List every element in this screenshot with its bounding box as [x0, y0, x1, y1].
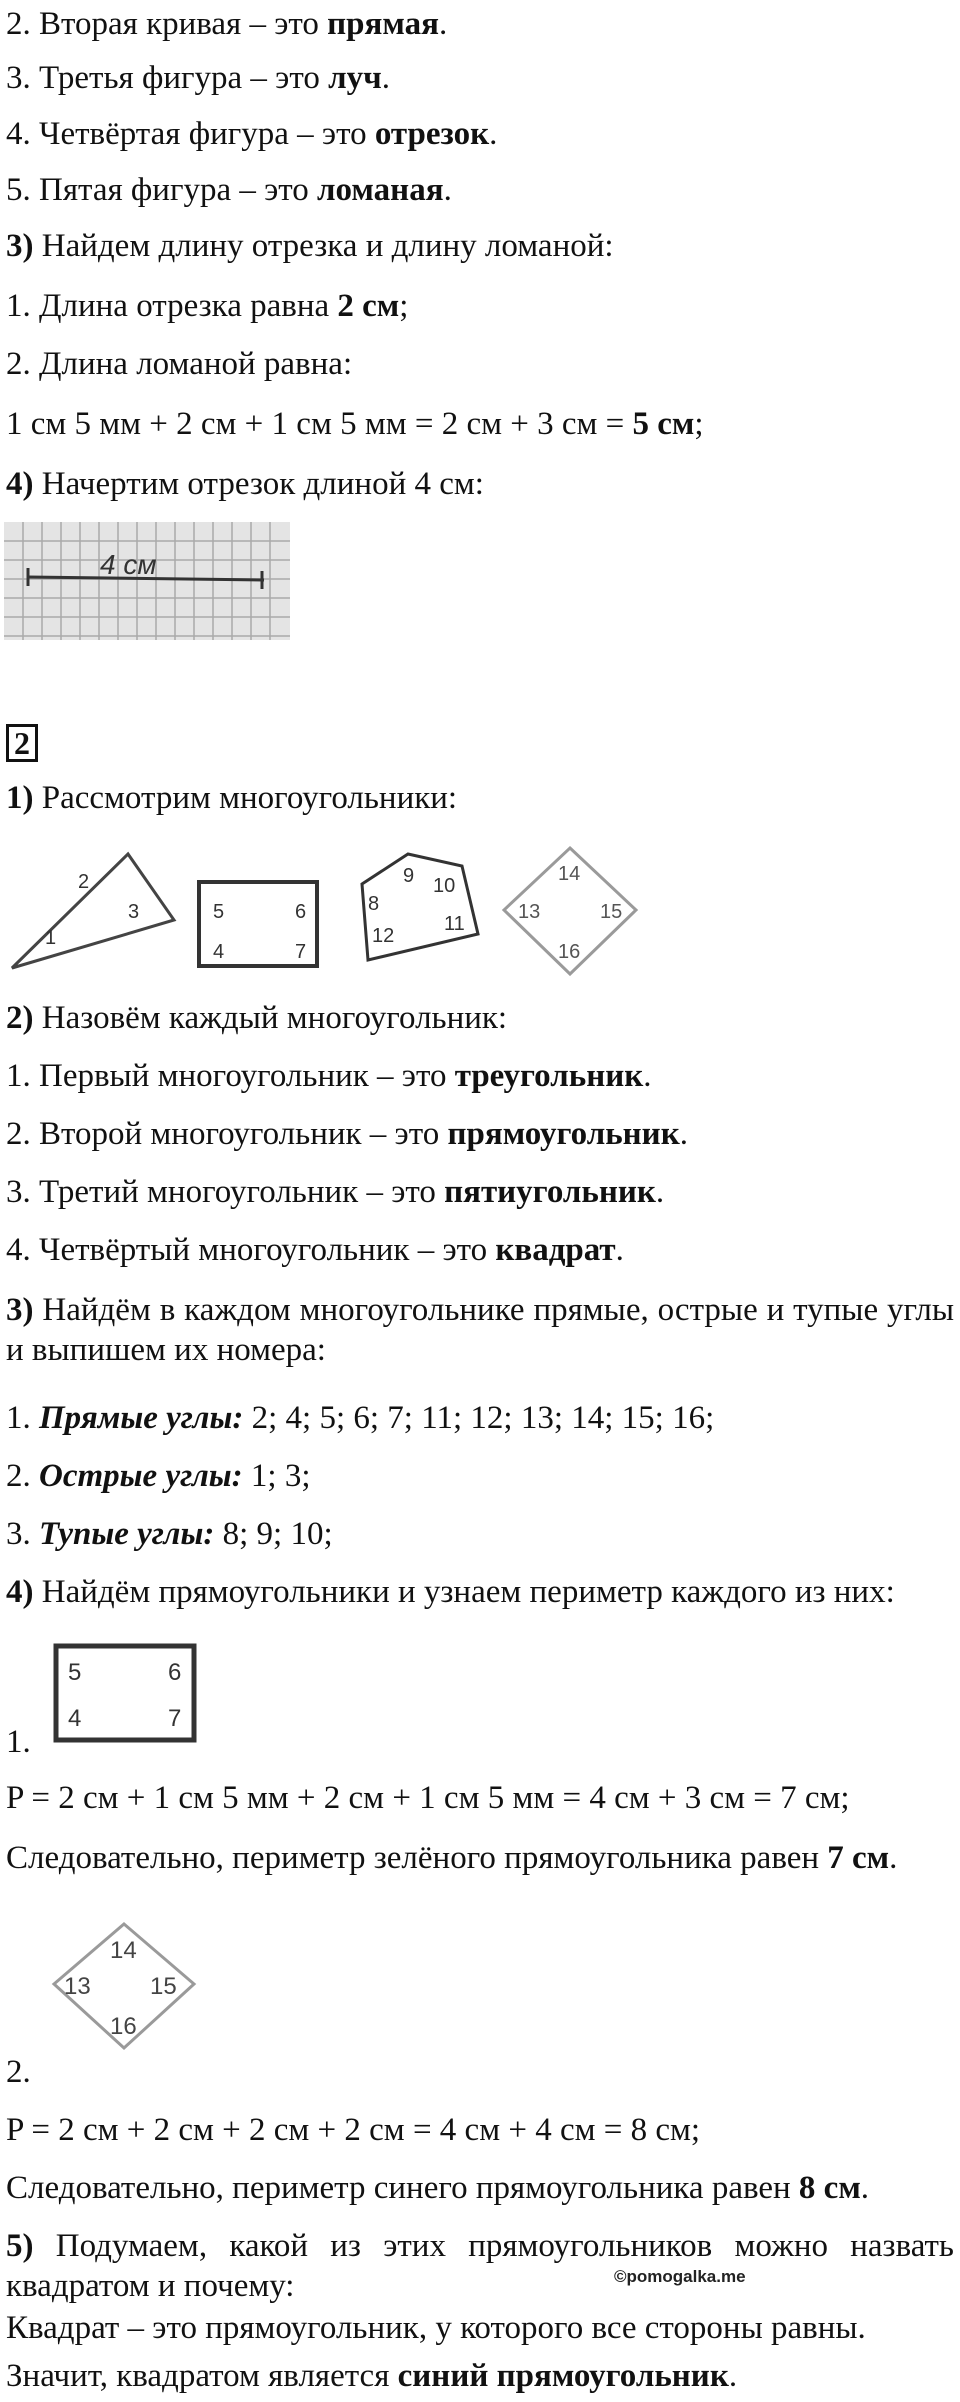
- answer-bold: отрезок: [374, 116, 490, 152]
- answer-line: [6, 284, 954, 328]
- triangle-shape: [12, 854, 174, 968]
- line-text: 8; 9; 10;: [214, 1516, 333, 1552]
- line-text: Следовательно, периметр зелёного прямоугольника равен: [6, 1840, 828, 1876]
- answer-bold: 2 см: [337, 288, 400, 324]
- line-text: 1.: [6, 1724, 31, 1760]
- answer-line: [6, 168, 954, 212]
- answer-bold: 8 см: [798, 2170, 861, 2206]
- equation-line: [6, 1776, 954, 1820]
- answer-line: [6, 2, 954, 46]
- answer-line: [6, 2354, 954, 2398]
- angle-number: 15: [150, 1973, 177, 2000]
- answer-line: [6, 1170, 954, 1214]
- angle-number: 2: [78, 871, 90, 893]
- figure-number: [6, 1720, 954, 1764]
- line-text: Рассмотрим многоугольники:: [33, 780, 458, 816]
- equation-line: [6, 2108, 954, 2152]
- line-text: Значит, квадратом является: [6, 2358, 398, 2394]
- angle-number: 10: [433, 875, 456, 897]
- angle-number: 6: [168, 1659, 182, 1686]
- line-text: Найдём в каждом многоугольнике прямые, острые и тупые углы и выпишем их номера:: [6, 1292, 954, 1368]
- line-text: .: [381, 60, 390, 96]
- angle-number: 1: [45, 927, 57, 949]
- angle-number: 16: [558, 941, 581, 963]
- angle-number: 3: [128, 901, 140, 923]
- line-text: Назовём каждый многоугольник:: [33, 1000, 508, 1036]
- answer-line: [6, 1454, 954, 1498]
- step-heading: [6, 1290, 954, 1370]
- text-line: [6, 342, 954, 386]
- line-text: 2. Второй многоугольник – это: [6, 1116, 448, 1152]
- line-text: 1; 3;: [242, 1458, 311, 1494]
- answer-bold: прямоугольник: [447, 1116, 680, 1152]
- angle-number: 7: [168, 1705, 182, 1732]
- line-text: .: [489, 116, 498, 152]
- answer-bold: 7 см: [827, 1840, 890, 1876]
- angle-type-label: Тупые углы:: [39, 1516, 215, 1552]
- line-text: Найдем длину отрезка и длину ломаной:: [33, 228, 614, 264]
- figure-number: [6, 2050, 954, 2094]
- answer-bold: квадрат: [495, 1232, 616, 1268]
- line-text: 4. Четвёртая фигура – это: [6, 116, 375, 152]
- angle-number: 12: [372, 925, 395, 947]
- line-text: 3. Третий многоугольник – это: [6, 1174, 445, 1210]
- angle-number: 6: [295, 901, 307, 923]
- answer-line: [6, 56, 954, 100]
- answer-bold: 5 см: [632, 406, 695, 442]
- line-text: .: [679, 1116, 688, 1152]
- angle-number: 14: [558, 863, 581, 885]
- line-text: .: [655, 1174, 665, 1210]
- angle-number: 11: [444, 913, 465, 935]
- step-number: 4): [6, 466, 34, 502]
- answer-line: [6, 2166, 954, 2210]
- answer-bold: луч: [328, 60, 382, 96]
- equation-line: [6, 402, 954, 446]
- step-number: 1): [6, 780, 34, 816]
- text-line: [6, 2306, 954, 2350]
- line-text: 1.: [6, 1400, 39, 1436]
- step-heading: [6, 2226, 954, 2306]
- polygons-figure: [10, 838, 678, 990]
- angle-number: 13: [64, 1973, 91, 2000]
- line-text: .: [889, 1840, 898, 1876]
- angle-number: 16: [110, 2013, 137, 2040]
- line-text: Следовательно, периметр синего прямоугольника равен: [6, 2170, 799, 2206]
- answer-bold: прямая: [327, 6, 439, 42]
- angle-type-label: Прямые углы:: [39, 1400, 244, 1436]
- angle-number: 15: [600, 901, 623, 923]
- line-text: .: [643, 1058, 652, 1094]
- line-text: P = 2 см + 1 см 5 мм + 2 см + 1 см 5 мм = 4 см + 3 см = 7 см;: [6, 1780, 850, 1816]
- line-text: .: [438, 6, 448, 42]
- task-number: 2: [6, 724, 38, 762]
- answer-line: [6, 1112, 954, 1156]
- line-text: 1 см 5 мм + 2 см + 1 см 5 мм = 2 см + 3 см =: [6, 406, 633, 442]
- line-text: ;: [694, 406, 704, 442]
- line-text: Квадрат – это прямоугольник, у которого все стороны равны.: [6, 2310, 866, 2346]
- line-text: Найдём прямоугольники и узнаем периметр каждого из них:: [33, 1574, 895, 1610]
- segment-label: 4 см: [100, 549, 157, 580]
- angle-number: 14: [110, 1937, 137, 1964]
- line-text: .: [615, 1232, 624, 1268]
- answer-line: [6, 112, 954, 156]
- watermark: ©pomogalka.me: [614, 2267, 746, 2286]
- step-heading: [6, 1570, 954, 1614]
- line-text: P = 2 см + 2 см + 2 см + 2 см = 4 см + 4 см = 8 см;: [6, 2112, 701, 2148]
- answer-line: [6, 1396, 954, 1440]
- angle-number: 5: [68, 1659, 82, 1686]
- answer-line: [6, 1054, 954, 1098]
- answer-line: [6, 1512, 954, 1556]
- line-text: 3. Третья фигура – это: [6, 60, 329, 96]
- answer-bold: пятиугольник: [444, 1174, 656, 1210]
- step-heading: [6, 996, 954, 1040]
- answer-bold: синий прямоугольник: [397, 2358, 729, 2394]
- answer-bold: ломаная: [317, 172, 444, 208]
- angle-number: 4: [68, 1705, 82, 1732]
- line-text: 2.: [6, 2054, 31, 2090]
- step-number: 2): [6, 1000, 34, 1036]
- line-text: 5. Пятая фигура – это: [6, 172, 318, 208]
- angle-number: 13: [518, 901, 541, 923]
- line-text: 1. Первый многоугольник – это: [6, 1058, 455, 1094]
- answer-line: [6, 1836, 954, 1880]
- step-number: 3): [6, 228, 34, 264]
- line-text: 2; 4; 5; 6; 7; 11; 12; 13; 14; 15; 16;: [243, 1400, 715, 1436]
- line-text: .: [728, 2358, 738, 2394]
- line-text: 2.: [6, 1458, 39, 1494]
- angle-number: 8: [368, 893, 380, 915]
- angle-number: 9: [403, 865, 415, 887]
- segment-grid-figure: [4, 522, 290, 640]
- line-text: 2. Длина ломаной равна:: [6, 346, 353, 382]
- line-text: .: [860, 2170, 870, 2206]
- line-text: 3.: [6, 1516, 39, 1552]
- line-text: .: [443, 172, 452, 208]
- step-number: 5): [6, 2228, 34, 2264]
- answer-line: [6, 1228, 954, 1272]
- step-heading: [6, 462, 954, 506]
- angle-type-label: Острые углы:: [39, 1458, 243, 1494]
- step-number: 4): [6, 1574, 34, 1610]
- line-text: 4. Четвёртый многоугольник – это: [6, 1232, 496, 1268]
- angle-number: 4: [213, 941, 225, 963]
- line-text: ;: [399, 288, 409, 324]
- step-number: 3): [6, 1292, 34, 1328]
- blue-square-figure: [44, 1918, 204, 2054]
- line-text: 1. Длина отрезка равна: [6, 288, 338, 324]
- step-heading: [6, 776, 954, 820]
- line-text: 2. Вторая кривая – это: [6, 6, 328, 42]
- answer-bold: треугольник: [454, 1058, 644, 1094]
- line-text: Подумаем, какой из этих прямоугольников можно назвать квадратом и почему:: [6, 2228, 954, 2304]
- angle-number: 5: [213, 901, 225, 923]
- step-heading: [6, 224, 954, 268]
- line-text: Начертим отрезок длиной 4 см:: [33, 466, 484, 502]
- angle-number: 7: [295, 941, 307, 963]
